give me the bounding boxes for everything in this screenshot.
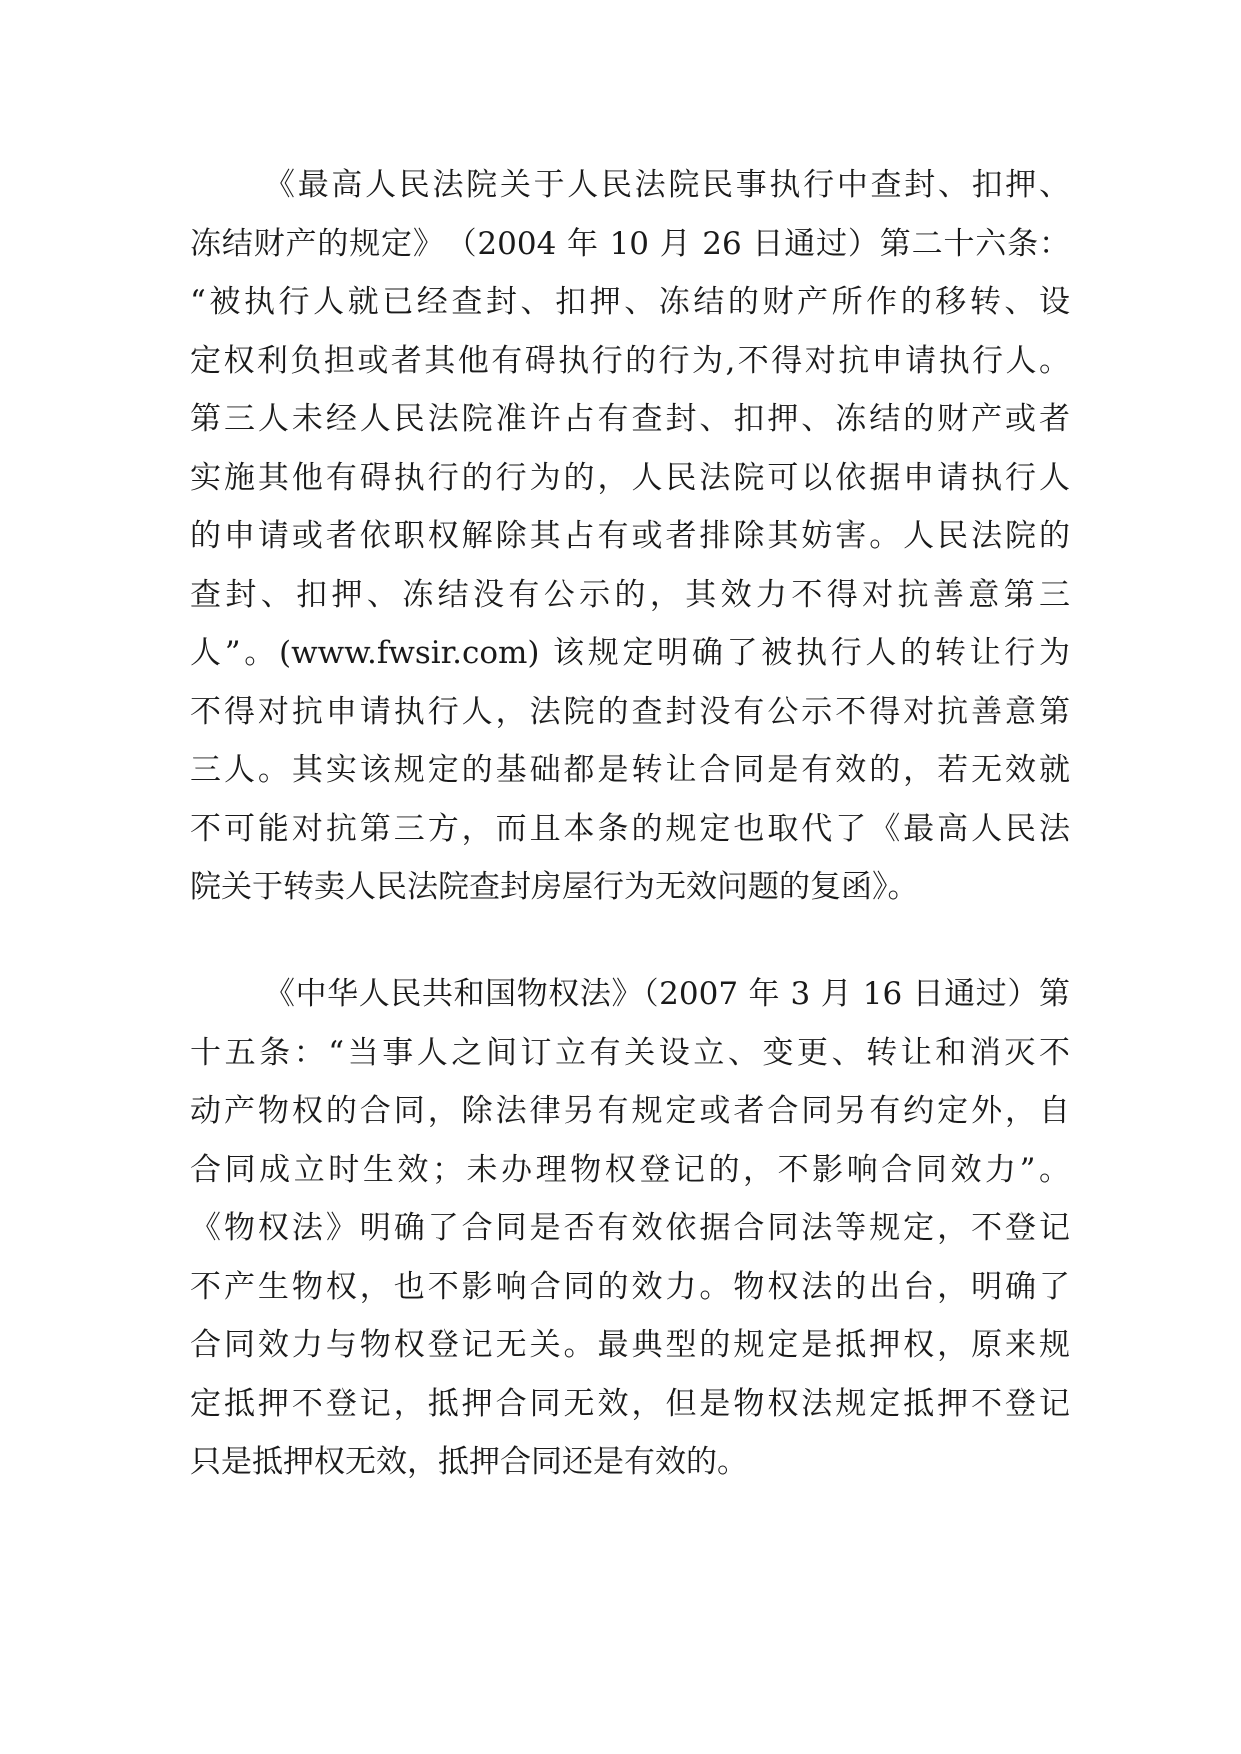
paragraph-seizure-regulation [190,156,1070,917]
text-line: 不产生物权，也不影响合同的效力。物权法的出台，明确了 [190,1268,1070,1305]
text-line: 第三人未经人民法院准许占有查封、扣押、冻结的财产或者 [190,401,1070,437]
text-line: 定权利负担或者其他有碍执行的行为,不得对抗申请执行人。 [190,342,1070,379]
text-line: 只是抵押权无效，抵押合同还是有效的。 [190,1444,748,1480]
text-line: 查封、扣押、冻结没有公示的，其效力不得对抗善意第三 [190,576,1070,613]
text-line: 冻结财产的规定》 （2004 年 10 月 26 日通过）第二十六条： [190,225,1070,262]
text-line: 院关于转卖人民法院查封房屋行为无效问题的复函》。 [190,869,919,905]
text-line: 十五条：“当事人之间订立有关设立、变更、转让和消灭不 [190,1034,1070,1071]
text-line: 定抵押不登记，抵押合同无效，但是物权法规定抵押不登记 [190,1385,1070,1422]
text-line: 人”。(www.fwsir.com) 该规定明确了被执行人的转让行为 [190,635,1070,671]
text-line: 《最高人民法院关于人民法院民事执行中查封、扣押、 [264,167,1070,203]
text-line: “被执行人就已经查封、扣押、冻结的财产所作的移转、设 [190,284,1070,320]
text-line: 不得对抗申请执行人，法院的查封没有公示不得对抗善意第 [190,693,1070,730]
text-line: 《中华人民共和国物权法》（2007 年 3 月 16 日通过）第 [264,976,1070,1012]
text-line: 合同成立时生效；未办理物权登记的，不影响合同效力”。 [190,1151,1070,1188]
text-line: 三人。其实该规定的基础都是转让合同是有效的，若无效就 [190,752,1070,788]
text-line: 《物权法》明确了合同是否有效依据合同法等规定，不登记 [190,1210,1070,1246]
paragraph-property-law [190,965,1070,1492]
text-line: 动产物权的合同，除法律另有规定或者合同另有约定外，自 [190,1093,1070,1129]
text-line: 的申请或者依职权解除其占有或者排除其妨害。人民法院的 [190,518,1070,554]
text-line: 合同效力与物权登记无关。最典型的规定是抵押权，原来规 [190,1327,1070,1363]
text-line: 不可能对抗第三方，而且本条的规定也取代了《最高人民法 [190,810,1070,847]
text-line: 实施其他有碍执行的行为的，人民法院可以依据申请执行人 [190,459,1070,496]
